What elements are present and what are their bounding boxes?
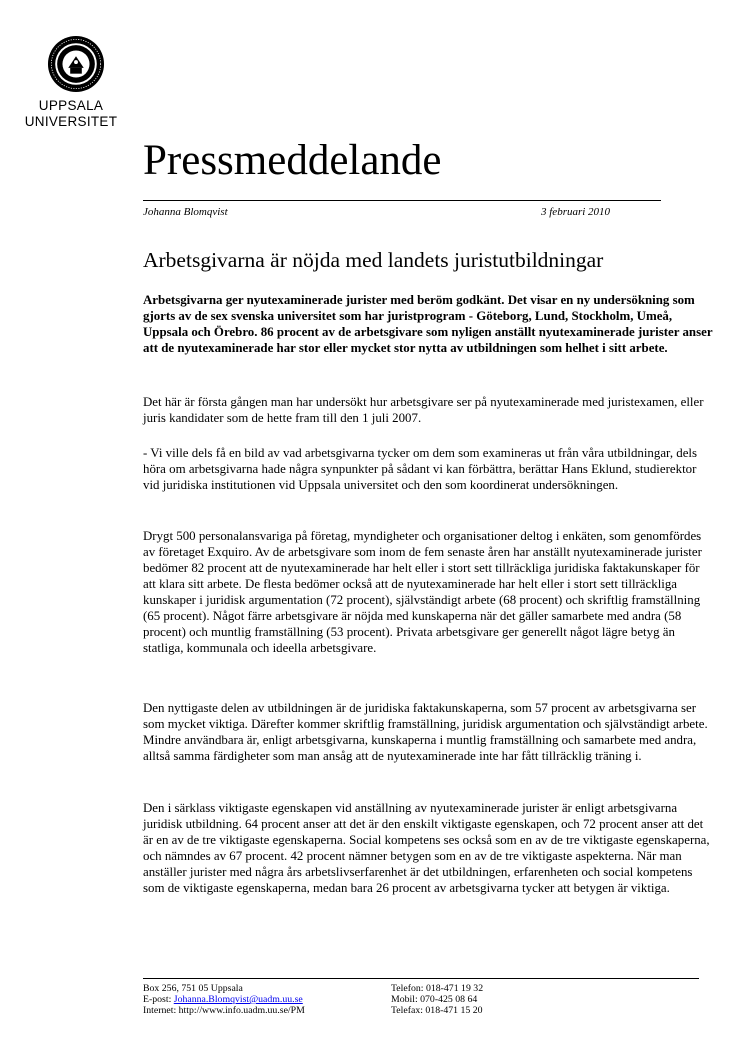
footer-contact-left xyxy=(143,983,305,1016)
footer-email-label: E-post: xyxy=(143,994,174,1005)
body-paragraph-3: Drygt 500 personalansvariga på företag, myndigheter och organisationer deltog i enkäten, som genomfördes av företaget Exquiro. Av de arbetsgivare som inom de fem senaste åren har anställt nyutexaminerade jurister bedömer 82 procent att de nyutexaminerade har helt eller i stort sett tillräckliga juridiska faktakunskaper för att klara sitt arbete. De flesta bedömer också att de nyutexaminerade har helt eller i stort sett tillräckliga kunskaper i juridisk argumentation (72 procent), självständigt arbete (68 procent) och skriftlig framställning (65 procent). Något färre arbetsgivare är nöjda med kunskaperna när det gäller samarbete med andra (58 procent) och muntlig framställning (53 procent). Privata arbetsgivare ger generellt något lägre betyg än statliga, kommunala och ideella arbetsgivare. xyxy=(143,529,702,655)
logo-text-line2: UNIVERSITET xyxy=(24,114,118,129)
page-title: Pressmeddelande xyxy=(143,137,442,184)
footer-phone: Telefon: 018-471 19 32 xyxy=(391,983,484,994)
footer-contact-right xyxy=(391,983,483,1016)
footer-address: Box 256, 751 05 Uppsala xyxy=(143,983,243,994)
footer-internet: Internet: http://www.info.uadm.uu.se/PM xyxy=(143,1005,305,1016)
body-paragraph-4: Den nyttigaste delen av utbildningen är de juridiska faktakunskaperna, som 57 procent av arbetsgivarna ser som mycket viktiga. Därefter kommer skriftlig framställning, juridisk argumentation och självständigt arbete. Mindre användbara är, enligt arbetsgivarna, kunskaperna i muntlig framställning och samarbete med andra, alltså samma färdigheter som man ansåg att de nyutexaminerade inte har fått tillräcklig träning i. xyxy=(143,701,708,763)
author-name: Johanna Blomqvist xyxy=(143,206,228,218)
article-headline: Arbetsgivarna är nöjda med landets juristutbildningar xyxy=(143,248,604,272)
footer-email-link[interactable]: Johanna.Blomqvist@uadm.uu.se xyxy=(173,994,303,1005)
footer-email-line xyxy=(143,994,305,1005)
footer-fax: Telefax: 018-471 15 20 xyxy=(391,1005,483,1016)
logo-text-line1: UPPSALA xyxy=(38,98,104,113)
lead-paragraph: Arbetsgivarna ger nyutexaminerade jurister med beröm godkänt. Det visar en ny undersökning som gjorts av de sex svenska universitet som har juristprogram - Göteborg, Lund, Stockholm, Umeå, Uppsala och Örebro. 86 procent av de arbetsgivare som nyligen anställt nyutexaminerade jurister anser att de nyutexaminerade har stor eller mycket stor nytta av utbildningen som helhet i sitt arbete. xyxy=(143,293,713,355)
body-paragraph-1: Det här är första gången man har undersökt hur arbetsgivare ser på nyutexaminerade med juristexamen, eller juris kandidater som de hette fram till den 1 juli 2007. xyxy=(143,395,704,425)
body-paragraph-2: - Vi ville dels få en bild av vad arbetsgivarna tycker om dem som examineras ut från våra utbildningar, dels höra om arbetsgivarna hade några synpunkter på sådant vi kan förbättra, berättar Hans Eklund, studierektor vid juridiska institutionen vid Uppsala universitet och den som koordinerat undersökningen. xyxy=(143,446,698,492)
body-paragraph-5: Den i särklass viktigaste egenskapen vid anställning av nyutexaminerade jurister är enligt arbetsgivarna juridisk utbildning. 64 procent anser att det är den enskilt viktigaste egenskapen, och 72 procent anser att det är en av de tre viktigaste egenskaperna. Social kompetens ses också som en av de tre viktigaste egenskaperna, och nämndes av 67 procent. 42 procent nämner betygen som en av de tre viktigaste aspekterna. När man anställer jurister med några års arbetslivserfarenhet är det utbildningen, erfarenheten och social kompetens som de viktigaste egenskaperna, medan bara 26 procent av arbetsgivarna tycker att betygen är viktiga. xyxy=(143,801,710,895)
header-divider xyxy=(143,200,661,201)
footer-mobile: Mobil: 070-425 08 64 xyxy=(391,994,478,1005)
university-seal-logo xyxy=(47,35,105,93)
publish-date: 3 februari 2010 xyxy=(541,206,611,218)
footer-divider xyxy=(143,978,699,979)
